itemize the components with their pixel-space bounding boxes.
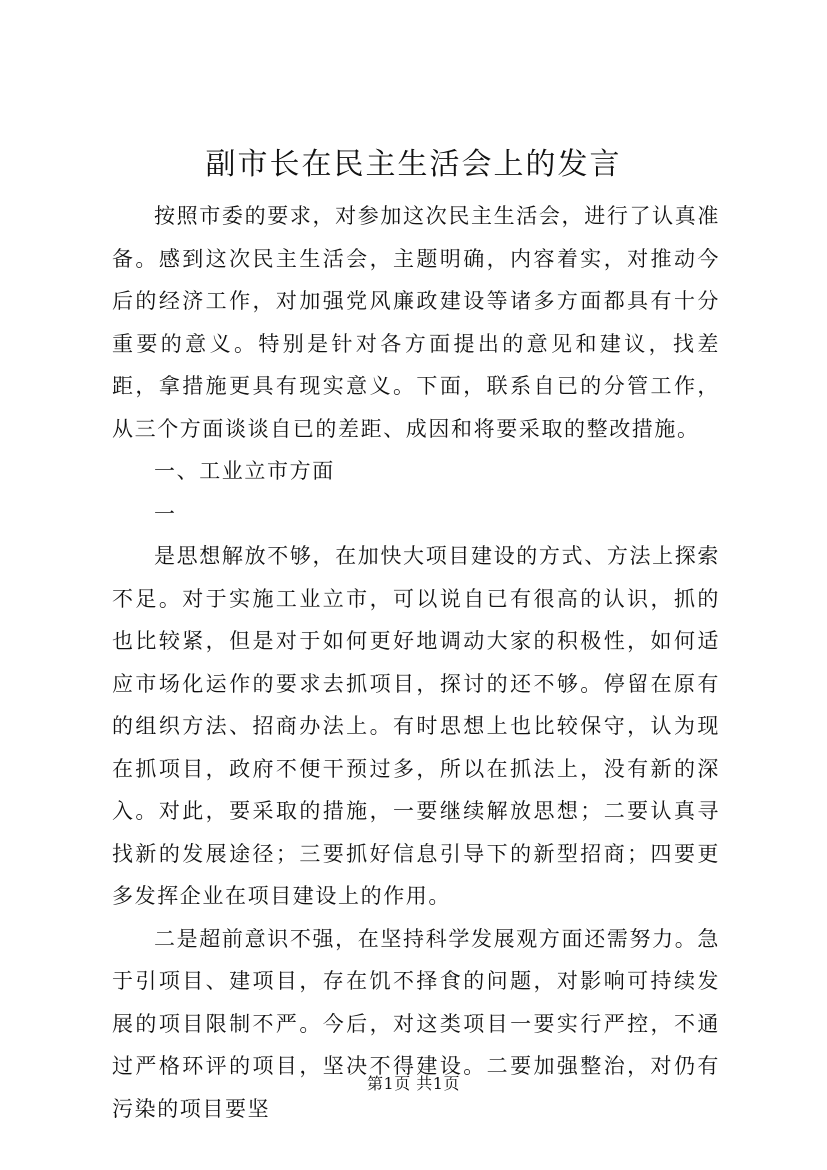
paragraph-point-two: 二是超前意识不强，在坚持科学发展观方面还需努力。急于引项目、建项目，存在饥不择食的问题，对影响可持续发展的项目限制不严。今后，对这类项目一要实行严控，不通过严格环评的项目，坚决不得建设。二要加强整治，对仍有污染的项目要坚 [112,926,720,1121]
page-number-footer: 第1页 共1页 [367,1074,460,1093]
paragraph-intro: 按照市委的要求，对参加这次民主生活会，进行了认真准备。感到这次民主生活会，主题明确，内容着实，对推动今后的经济工作，对加强党风廉政建设等诸多方面都具有十分重要的意义。特别是针对各方面提出的意见和建议，找差距，拿措施更具有现实意义。下面，联系自已的分管工作，从三个方面谈谈自已的差距、成因和将要采取的整改措施。 [112,204,720,441]
document-body [112,195,720,1130]
paragraph-point-one: 是思想解放不够，在加快大项目建设的方式、方法上探索不足。对于实施工业立市，可以说自已有很高的认识，抓的也比较紧，但是对于如何更好地调动大家的积极性，如何适应市场化运作的要求去抓项目，探讨的还不够。停留在原有的组织方法、招商办法上。有时思想上也比较保守，认为现在抓项目，政府不便干预过多，所以在抓法上，没有新的深入。对此，要采取的措施，一要继续解放思想；二要认真寻找新的发展途径；三要抓好信息引导下的新型招商；四要更多发挥企业在项目建设上的作用。 [112,544,720,908]
document-title: 副市长在民主生活会上的发言 [205,147,622,182]
section-heading-industry: 一、工业立市方面 [154,459,335,483]
paragraph-numeral: 一 [154,501,177,526]
